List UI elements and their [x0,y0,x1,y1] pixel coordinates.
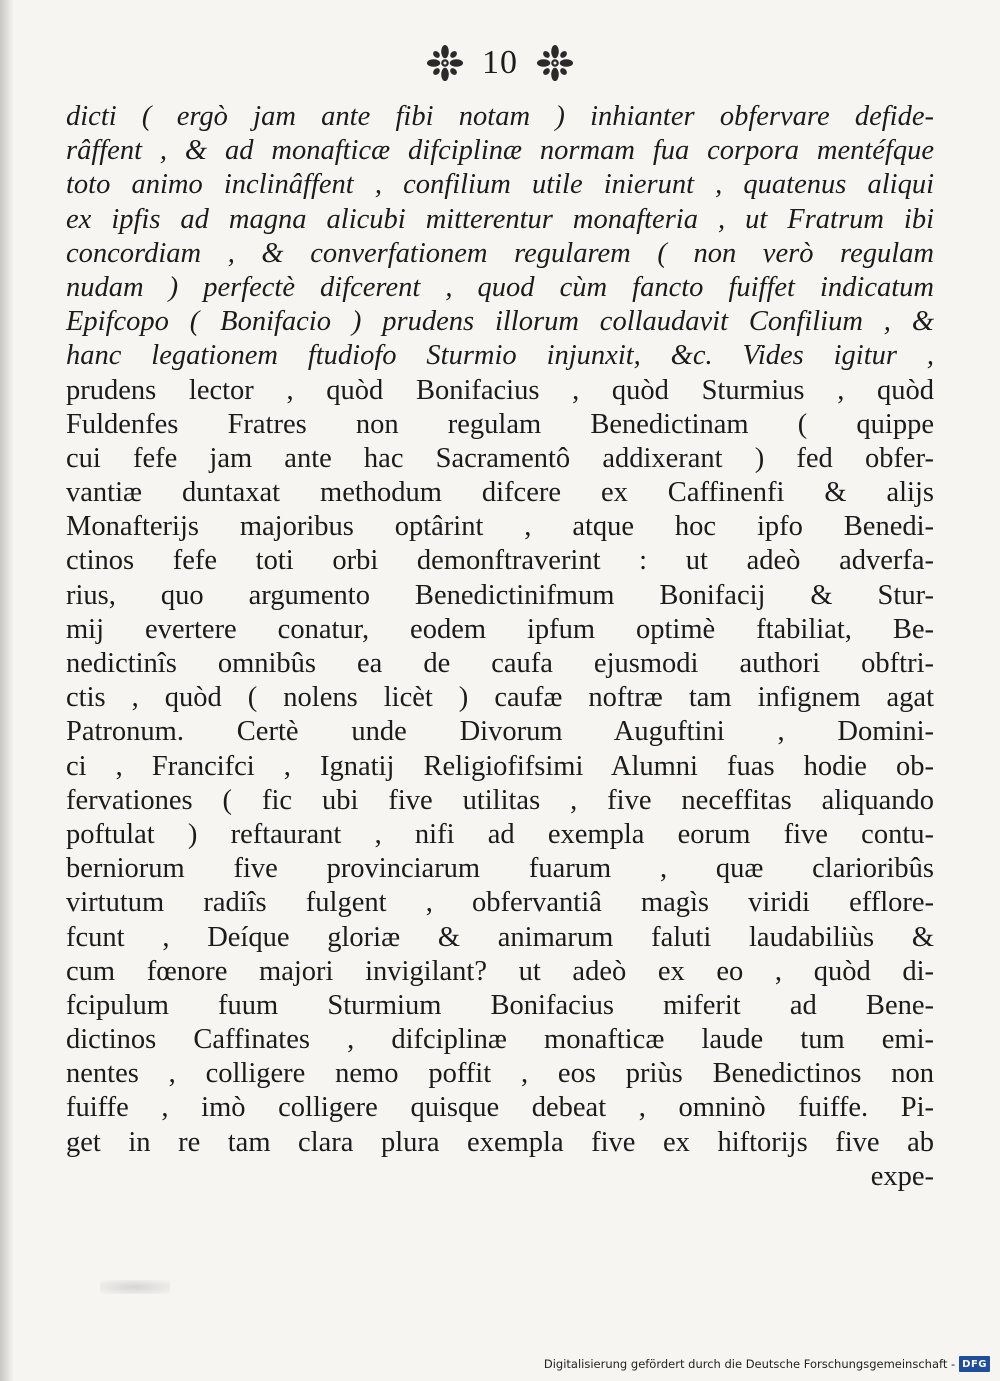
text-line: Patronum. Certè unde Divorum Auguftini , Domini- [66,716,934,748]
text-line: virtutum radiîs fulgent , obfervantiâ magìs viridi efflore- [66,887,934,919]
text-line: fcipulum fuum Sturmium Bonifacius miferit ad Bene- [66,989,934,1021]
page-header [0,38,1000,88]
body-text [66,100,934,1194]
text-line: ctinos fefe toti orbi demonftraverint : ut adeò adverfa- [66,545,934,577]
text-line: nudam ) perfectè difcerent , quod cùm fancto fuiffet indicatum [66,271,934,303]
text-line: dicti ( ergò jam ante fibi notam ) inhianter obfervare defide- [66,101,934,132]
text-line: poftulat ) reftaurant , nifi ad exempla eorum five contu- [66,818,934,850]
page-gutter-shadow [0,0,14,1381]
floral-ornament-icon [426,44,464,82]
text-line: fcunt , Deíque gloriæ & animarum faluti laudabiliùs & [66,921,934,953]
dfg-logo-icon: DFG [959,1356,990,1372]
text-line: ctis , quòd ( nolens licèt ) caufæ noftræ tam infignem agat [66,682,934,714]
text-line: fervationes ( fic ubi five utilitas , five neceffitas aliquando [66,784,934,816]
text-line: expe- [870,1160,934,1192]
text-line: hanc legationem ftudiofo Sturmio injunxit, &c. Vides igitur , [66,340,934,372]
text-line: ex ipfis ad magna alicubi mitterentur monafteria , ut Fratrum ibi [66,203,934,235]
ink-smudge [100,1280,170,1294]
text-line: ci , Francifci , Ignatij Religiofifsimi Alumni fuas hodie ob- [66,750,934,782]
text-line: cum fœnore majori invigilant? ut adeò ex eo , quòd di- [66,955,934,987]
text-line: Fuldenfes Fratres non regulam Benedictinam ( quippe [66,408,934,440]
digitization-credit [544,1353,990,1375]
text-line: prudens lector , quòd Bonifacius , quòd Sturmius , quòd [66,374,934,406]
text-line: fuiffe , imò colligere quisque debeat , omninò fuiffe. Pi- [66,1092,934,1124]
text-line: rius, quo argumento Benedictinifmum Bonifacij & Stur- [66,579,934,611]
text-line: nedictinîs omnibûs ea de caufa ejusmodi authori obftri- [66,648,934,679]
text-line: cui fefe jam ante hac Sacramentô addixerant ) fed obfer- [66,442,934,474]
text-line: get in re tam clara plura exempla five ex hiftorijs five ab [66,1126,934,1158]
text-line: Monafterijs majoribus optârint , atque hoc ipfo Benedi- [66,511,934,543]
credit-text: Digitalisierung gefördert durch die Deutsche Forschungsgemeinschaft - [543,1357,956,1371]
floral-ornament-icon [536,44,574,82]
text-line: râffent , & ad monafticæ difciplinæ normam fua corpora mentéfque [66,135,934,167]
text-line: dictinos Caffinates , difciplinæ monafticæ laude tum emi- [66,1024,934,1056]
page-number: 10 [482,44,518,81]
text-line: mij evertere conatur, eodem ipfum optimè ftabiliat, Be- [66,613,934,645]
text-line: concordiam , & converfationem regularem ( non verò regulam [66,237,934,269]
text-line: Epifcopo ( Bonifacio ) prudens illorum collaudavit Confilium , & [66,306,934,338]
text-line: berniorum five provinciarum fuarum , quæ clarioribûs [66,853,934,885]
text-line: nentes , colligere nemo poffit , eos priùs Benedictinos non [66,1058,934,1090]
text-line: toto animo inclinâffent , confilium utile inierunt , quatenus aliqui [66,169,934,201]
text-line: vantiæ duntaxat methodum difcere ex Caffinenfi & alijs [66,477,934,509]
